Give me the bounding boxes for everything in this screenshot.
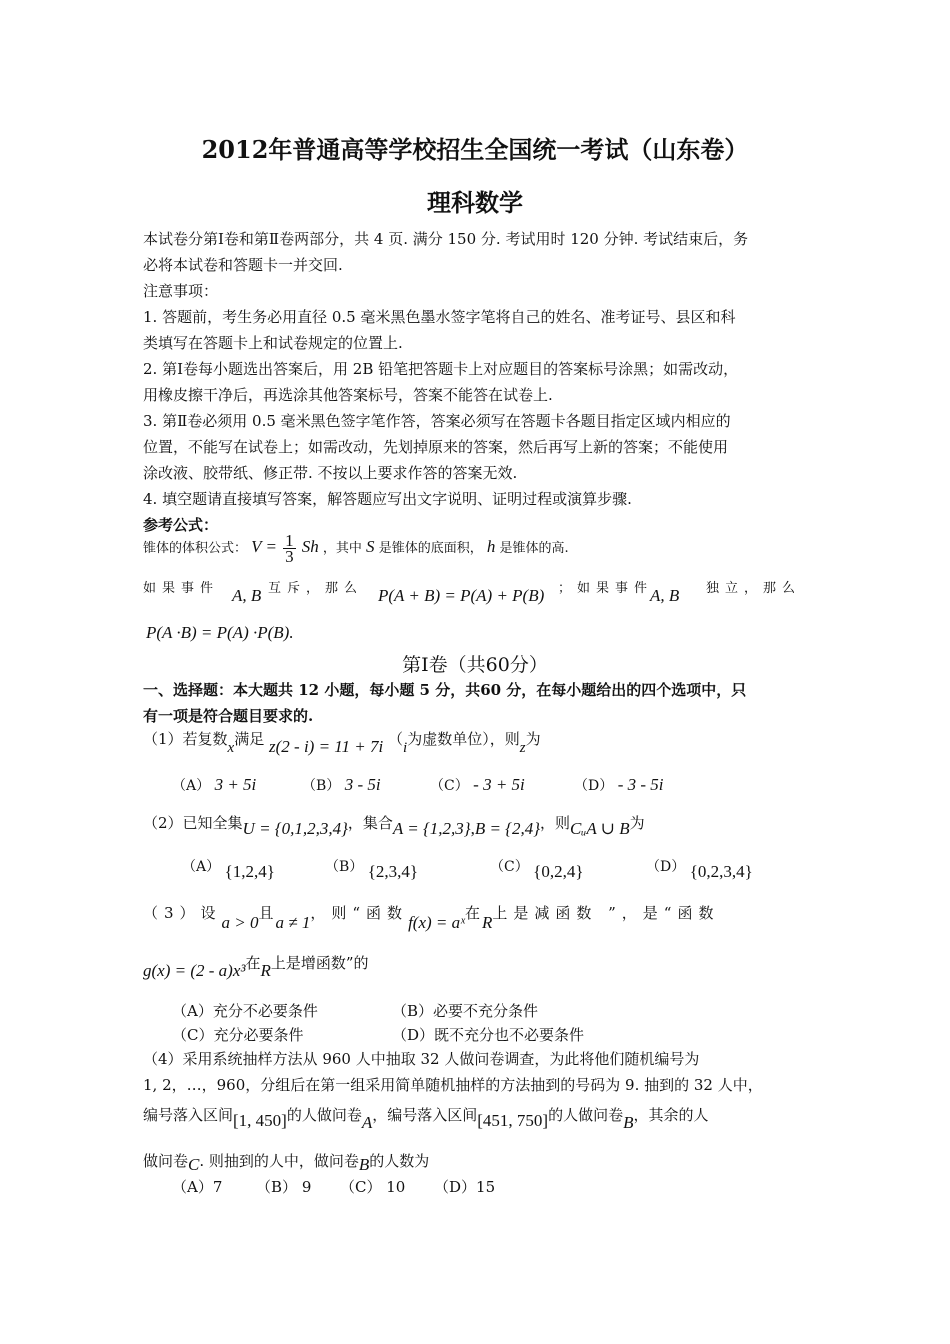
q3-text: 在 <box>464 904 482 922</box>
var-i: i <box>403 740 408 756</box>
q3-text: （3）设 <box>143 904 222 922</box>
q4-option-c[interactable] <box>340 1176 405 1197</box>
page-subtitle: 理科数学 <box>427 188 523 217</box>
option-value: 既不充分也不必要条件 <box>434 1026 585 1044</box>
q1-option-b[interactable] <box>302 775 381 795</box>
q2-option-d[interactable] <box>646 856 753 881</box>
option-value: - 3 - 5i <box>617 775 664 794</box>
q3-option-c[interactable] <box>172 1024 304 1045</box>
notice-item: 3. 第Ⅱ卷必须用 0.5 毫米黑色签字笔作答，答案必须写在答题卡各题目指定区域内相应的 <box>143 412 731 430</box>
q2-text: ，集合 <box>347 814 393 832</box>
var-b: B <box>358 1155 370 1174</box>
question-4-line: 1, 2，…，960，分组后在第一组采用简单随机抽样的方法抽到的号码为 9. 抽到的 32 人中， <box>143 1076 763 1094</box>
intro-line: 必将本试卷和答题卡一并交回. <box>143 256 343 274</box>
cone-text: 是锥体的底面积， <box>378 541 483 556</box>
option-label: （D） <box>434 1178 477 1196</box>
cone-lhs: V = <box>251 537 277 556</box>
option-label: （B） <box>302 778 341 794</box>
notice-item: 2. 第Ⅰ卷每小题选出答案后，用 2B 铅笔把答题卡上对应题目的答案标号涂黑；如需改动， <box>143 360 739 378</box>
option-label: （D） <box>392 1026 435 1044</box>
question-4-line <box>143 1100 709 1130</box>
cone-formula <box>143 532 569 564</box>
cone-rhs: Sh <box>301 537 319 556</box>
q3-function-g: g(x) = (2 - a)x³ <box>143 961 246 980</box>
q1-text: 满足 <box>234 730 265 748</box>
var-c: C <box>188 1155 200 1174</box>
q3-condition: a ≠ 1 <box>275 913 311 932</box>
q3-text: 在 <box>245 954 261 972</box>
event-text: 独立，那么 <box>706 581 802 596</box>
fraction-numerator: 1 <box>285 531 294 550</box>
option-value: 15 <box>476 1178 496 1196</box>
notice-title: 注意事项： <box>143 282 219 300</box>
option-value: {0,2,3,4} <box>689 862 753 881</box>
notice-item: 位置，不能写在试卷上；如需改动，先划掉原来的答案，然后再写上新的答案；不能使用 <box>143 438 729 456</box>
q4-text: ，编号落入区间 <box>372 1106 478 1124</box>
option-label: （A） <box>172 778 211 794</box>
notice-item: 1. 答题前，考生务必用直径 0.5 毫米黑色墨水签字笔将自己的姓名、准考证号、县区和科 <box>143 308 736 326</box>
q2-option-c[interactable] <box>490 856 584 881</box>
option-label: （A） <box>172 1002 213 1020</box>
notice-item: 类填写在答题卡上和试卷规定的位置上. <box>143 334 403 352</box>
var-s: S <box>366 537 375 556</box>
q1-text: （1）若复数 <box>143 730 228 748</box>
q4-option-d[interactable] <box>434 1176 495 1197</box>
q4-option-b[interactable] <box>256 1176 311 1197</box>
option-value: {0,2,4} <box>533 862 584 881</box>
q3-text: 上是增函数”的 <box>270 954 369 972</box>
cone-text: 是锥体的高. <box>499 541 569 556</box>
var-a: A <box>361 1113 373 1132</box>
option-label: （D） <box>646 859 686 875</box>
question-2 <box>143 808 645 838</box>
q1-text: （ <box>388 730 404 748</box>
option-value: 充分不必要条件 <box>212 1002 318 1020</box>
q4-text: ，其余的人 <box>633 1106 709 1124</box>
option-value: {1,2,4} <box>224 862 275 881</box>
q2-text: （2）已知全集 <box>143 814 243 832</box>
interval-2: [451, 750] <box>477 1111 549 1130</box>
event-text: ；如果事件 <box>558 581 654 596</box>
q3-condition: a > 0 <box>221 913 259 932</box>
formula-title: 参考公式： <box>143 516 219 534</box>
notice-item: 涂改液、胶带纸、修正带. 不按以上要求作答的答案无效. <box>143 464 518 482</box>
set-a: A = {1,2,3} <box>392 819 471 838</box>
option-value: 7 <box>212 1178 223 1196</box>
q4-text: 的人做问卷 <box>286 1106 362 1124</box>
q4-text: . 则抽到的人中，做问卷 <box>199 1152 359 1170</box>
var-z: z <box>519 740 526 756</box>
event-text: 互斥，那么 <box>268 581 364 596</box>
q2-expression: CᵤA ∪ B <box>570 819 630 838</box>
q4-option-a[interactable] <box>172 1176 222 1197</box>
q2-option-b[interactable] <box>325 856 419 881</box>
option-label: （D） <box>574 778 614 794</box>
notice-item: 4. 填空题请直接填写答案，解答题应写出文字说明、证明过程或演算步骤. <box>143 490 632 508</box>
option-value: 充分必要条件 <box>213 1026 304 1044</box>
cone-text: ，其中 <box>322 541 362 556</box>
option-label: （B） <box>392 1002 434 1020</box>
q1-option-d[interactable] <box>574 775 663 795</box>
event-vars: A, B <box>232 586 262 605</box>
set-b: B = {2,4} <box>474 819 541 838</box>
var-x: x <box>227 740 235 756</box>
q3-function-f: f(x) = aˣ <box>408 913 465 932</box>
interval-1: [1, 450] <box>233 1111 287 1130</box>
fraction <box>283 533 296 564</box>
q2-text: 为 <box>629 814 645 832</box>
q2-text: ，则 <box>540 814 571 832</box>
question-3 <box>143 898 720 932</box>
var-b: B <box>623 1113 634 1132</box>
q4-text: 编号落入区间 <box>143 1106 234 1124</box>
q3-option-d[interactable] <box>392 1024 584 1045</box>
set-u: U = {0,1,2,3,4} <box>242 819 348 838</box>
q1-text: 为虚数单位），则 <box>407 730 520 748</box>
q3-option-b[interactable] <box>392 1000 538 1021</box>
notice-item: 用橡皮擦干净后，再选涂其他答案标号，答案不能答在试卷上. <box>143 386 553 404</box>
var-r: R <box>260 961 271 980</box>
q3-text: ，则“函数 <box>310 904 409 922</box>
event-eq-sum: P(A + B) = P(A) + P(B) <box>378 586 545 605</box>
q1-equation: z(2 - i) = 11 + 7i <box>269 737 384 756</box>
var-h: h <box>486 537 496 556</box>
q4-text: 做问卷 <box>143 1152 189 1170</box>
page-title: 2012年普通高等学校招生全国统一考试（山东卷） <box>201 135 749 164</box>
option-label: （C） <box>430 778 469 794</box>
q3-option-a[interactable] <box>172 1000 318 1021</box>
section-title: 第Ⅰ卷（共60分） <box>402 654 548 676</box>
option-value: 必要不充分条件 <box>433 1002 539 1020</box>
option-value: 3 - 5i <box>344 775 381 794</box>
option-label: （A） <box>172 1178 213 1196</box>
q4-text: 的人做问卷 <box>548 1106 624 1124</box>
option-label: （C） <box>172 1026 214 1044</box>
option-label: （C） <box>340 1178 382 1196</box>
option-value: 9 <box>301 1178 312 1196</box>
question-4-line <box>143 1146 429 1176</box>
option-value: 10 <box>386 1178 406 1196</box>
fraction-denominator: 3 <box>285 547 294 566</box>
q3-text: 上是减函数 ”，是“函数 <box>492 904 720 922</box>
comma: , <box>470 819 475 838</box>
question-1 <box>143 724 541 755</box>
cone-prefix: 锥体的体积公式： <box>143 541 248 556</box>
option-label: （B） <box>325 859 364 875</box>
option-label: （A） <box>182 859 221 875</box>
option-label: （C） <box>490 859 529 875</box>
var-r: R <box>481 913 493 932</box>
event-eq-product: P(A ·B) = P(A) ·P(B). <box>146 623 294 642</box>
q1-text: 为 <box>525 730 541 748</box>
q1-option-c[interactable] <box>430 775 525 795</box>
event-text: 如果事件 <box>143 581 220 596</box>
intro-line: 本试卷分第Ⅰ卷和第Ⅱ卷两部分，共 4 页. 满分 150 分. 考试用时 120 分钟. 考试结束后，务 <box>143 230 749 248</box>
section-heading: 有一项是符合题目要求的. <box>143 707 314 725</box>
option-value: 3 + 5i <box>214 775 257 794</box>
option-value: - 3 + 5i <box>473 775 525 794</box>
question-3-cont <box>143 948 369 978</box>
event-vars: A, B <box>650 586 680 605</box>
q2-option-a[interactable] <box>182 856 275 881</box>
section-heading: 一、选择题：本大题共 12 小题，每小题 5 分，共60 分，在每小题给出的四个选项中，只 <box>143 681 747 699</box>
option-label: （B） <box>256 1178 298 1196</box>
q3-text: 且 <box>258 904 276 922</box>
option-value: {2,3,4} <box>367 862 419 881</box>
q4-text: 的人数为 <box>369 1152 430 1170</box>
question-4: （4）采用系统抽样方法从 960 人中抽取 32 人做问卷调查，为此将他们随机编号为 <box>143 1050 700 1068</box>
q1-option-a[interactable] <box>172 775 256 795</box>
